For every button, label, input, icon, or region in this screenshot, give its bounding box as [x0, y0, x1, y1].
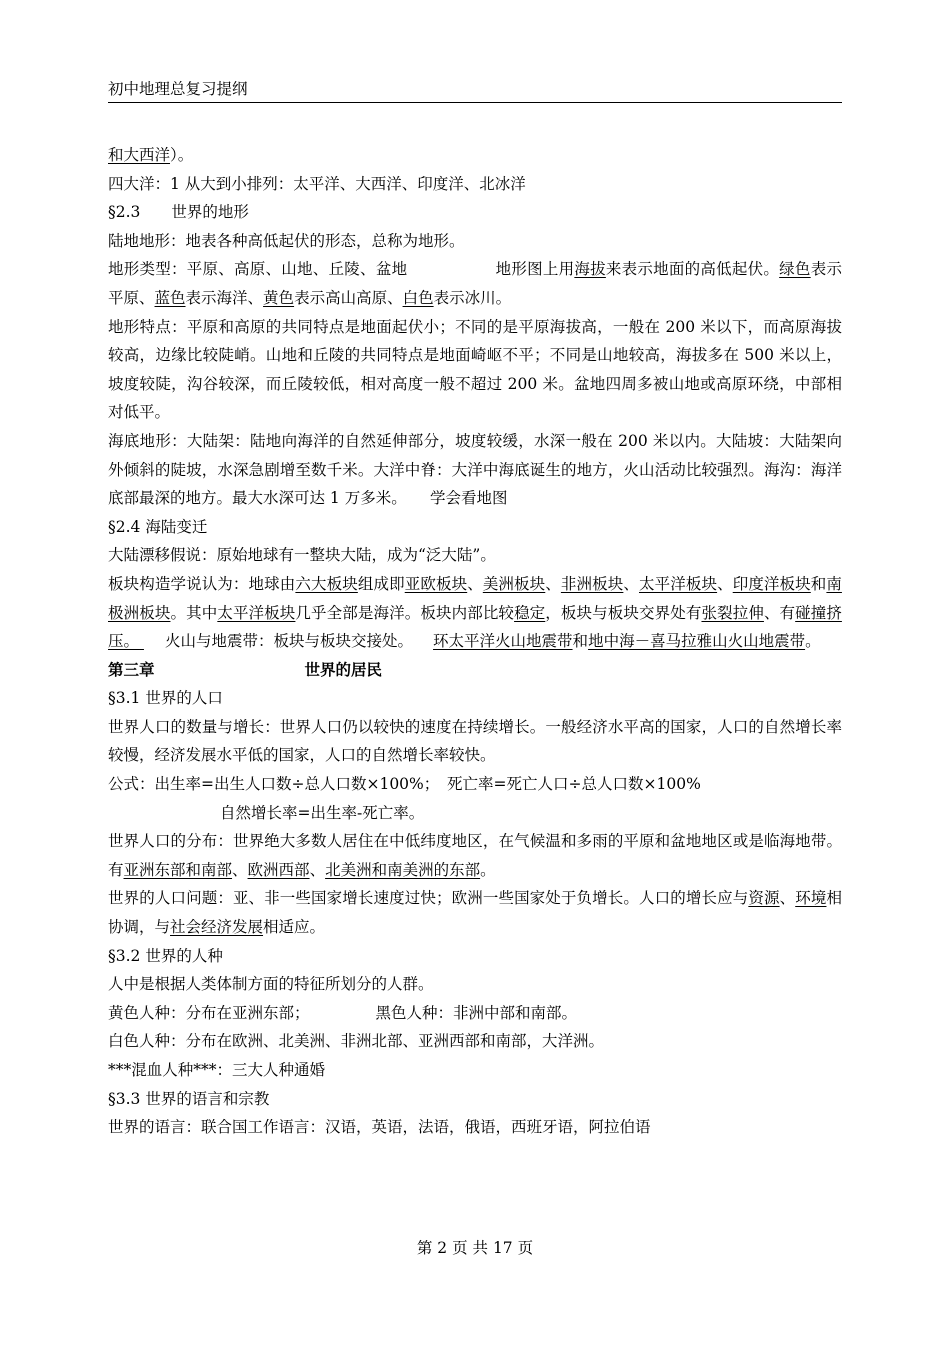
- underlined-text: 印度洋板块: [732, 574, 811, 593]
- underlined-text: 碰撞挤压。: [108, 603, 842, 651]
- paragraph-world-languages: 世界的语言：联合国工作语言：汉语，英语，法语，俄语，西班牙语，阿拉伯语: [108, 1118, 651, 1137]
- text: 表示平原、: [108, 260, 842, 307]
- text: 。: [805, 632, 821, 651]
- section-heading-3-3: §3.3 世界的语言和宗教: [108, 1089, 270, 1108]
- paragraph-natural-growth: 自然增长率=出生率-死亡率。: [220, 803, 425, 822]
- chapter-heading-3: [108, 656, 842, 685]
- text: 表示海洋、: [185, 288, 264, 307]
- underlined-text: 太平洋板块: [217, 603, 296, 622]
- underlined-text: 张裂拉伸: [701, 603, 764, 622]
- text: 黄色人种：分布在亚洲东部；: [108, 1003, 310, 1022]
- page-content: [108, 141, 842, 1142]
- chapter-number: 第三章: [108, 659, 155, 679]
- underlined-text: 环太平洋火山地震带: [433, 632, 573, 651]
- underlined-text: 亚欧板块: [404, 574, 468, 593]
- text: 组成即: [357, 574, 405, 593]
- page-footer: [0, 1237, 950, 1259]
- paragraph-oceans-end: [108, 141, 842, 170]
- text: ）。: [170, 146, 194, 164]
- paragraph-four-oceans: 四大洋：1 从大到小排列：太平洋、大西洋、印度洋、北冰洋: [108, 174, 526, 193]
- underlined-text: 黄色: [263, 288, 295, 307]
- text: 、: [467, 574, 483, 593]
- paragraph-population-distribution: [108, 827, 842, 884]
- paragraph-population-problems: [108, 884, 842, 941]
- text: 和: [810, 574, 827, 593]
- paragraph-yellow-black-race: [108, 999, 842, 1028]
- text: 世界人口的分布：世界绝大多数人居住在中低纬度地区，在气候温和多雨的平原和盆地地区或是临海地带。有: [108, 832, 842, 879]
- underlined-text: 亚洲东部和南部: [123, 860, 233, 879]
- text: 、: [623, 574, 639, 593]
- paragraph-seabed-terrain: 海底地形：大陆架：陆地向海洋的自然延伸部分，坡度较缓，水深一般在 200 米以内。大陆坡：大陆架向外倾斜的陡坡，水深急剧增至数千米。大洋中脊：大洋中海底诞生的地方，火山活动比较强烈。海沟：海洋底部最深的地方。最大水深可达 1 万多米。 学会看地图: [108, 431, 842, 508]
- underlined-text: 稳定: [514, 603, 546, 622]
- underlined-text: 地中海－喜马拉雅山火山地震带: [588, 632, 806, 651]
- text: 板块构造学说认为：地球由: [108, 574, 296, 593]
- underlined-text: 环境: [795, 889, 827, 908]
- text: 地形类型：平原、高原、山地、丘陵、盆地: [108, 260, 408, 279]
- text: 。其中: [170, 603, 218, 622]
- underlined-text: 资源: [748, 889, 780, 908]
- text: 、: [545, 574, 561, 593]
- text: 几乎全部是海洋。板块内部比较: [295, 603, 515, 622]
- underlined-text: 蓝色: [154, 288, 186, 307]
- paragraph-population-growth: 世界人口的数量与增长：世界人口仍以较快的速度在持续增长。一般经济水平高的国家，人口的自然增长率较慢，经济发展水平低的国家，人口的自然增长率较快。: [108, 717, 842, 765]
- text: 黑色人种：非洲中部和南部。: [375, 1003, 578, 1022]
- text: 表示冰川。: [433, 288, 512, 307]
- underlined-text: 北美洲和南美洲的东部: [325, 860, 481, 879]
- underlined-text: 南极洲板块: [108, 574, 842, 622]
- text: 、: [309, 860, 326, 879]
- text: 表示高山高原、: [294, 288, 403, 307]
- underlined-text: 美洲板块: [482, 574, 546, 593]
- paragraph-terrain-features: 地形特点：平原和高原的共同特点是地面起伏小；不同的是平原海拔高，一般在 200 米以下，而高原海拔较高，边缘比较陡峭。山地和丘陵的共同特点是地面崎岖不平；不同是山地较高，海拔多在 500 米以上，坡度较陡，沟谷较深，而丘陵较低，相对高度一般不超过 200 米。盆地四周多被山地或高原环绕，中部相对低平。: [108, 317, 842, 422]
- underlined-text: 太平洋板块: [639, 574, 718, 593]
- paragraph-plate-tectonics: [108, 570, 842, 656]
- underlined-text: 海拔: [574, 260, 606, 279]
- page-number: 第 2 页 共 17 页: [416, 1239, 534, 1257]
- paragraph-white-race: 白色人种：分布在欧洲、北美洲、非洲北部、亚洲西部和南部，大洋洲。: [108, 1032, 605, 1051]
- text: 和: [572, 632, 589, 651]
- text: 世界的人口问题：亚、非一些国家增长速度过快；欧洲一些国家处于负增长。人口的增长应与: [108, 889, 749, 908]
- chapter-title: 世界的居民: [304, 659, 383, 679]
- text: 、: [232, 860, 248, 879]
- text: 地形图上用: [495, 260, 575, 279]
- text: 、有: [763, 603, 796, 622]
- underlined-text: 白色: [402, 288, 434, 307]
- paragraph-terrain-types: [108, 255, 842, 312]
- paragraph-land-terrain: 陆地地形：地表各种高低起伏的形态，总称为地形。: [108, 231, 465, 250]
- text: 相适应。: [263, 918, 326, 937]
- paragraph-mixed-race: ***混血人种***：三大人种通婚: [108, 1061, 326, 1079]
- section-heading-2-3: §2.3 世界的地形: [108, 203, 249, 222]
- underlined-text: 和大西洋: [108, 146, 171, 164]
- text: 。: [480, 860, 496, 879]
- text: 、: [779, 889, 796, 908]
- underlined-text: 非洲板块: [560, 574, 624, 593]
- section-heading-3-1: §3.1 世界的人口: [108, 689, 223, 708]
- text: 相协调，与: [108, 889, 842, 937]
- underlined-text: 六大板块: [295, 574, 358, 593]
- spacer: [139, 627, 165, 656]
- underlined-text: 社会经济发展: [170, 918, 264, 937]
- text: 来表示地面的高低起伏。: [605, 260, 780, 279]
- text: ，板块与板块交界处有: [545, 603, 702, 622]
- header-title: 初中地理总复习提纲: [108, 80, 248, 98]
- underlined-text: 欧洲西部: [247, 860, 310, 879]
- section-heading-3-2: §3.2 世界的人种: [108, 946, 223, 965]
- page-header: [108, 78, 842, 103]
- paragraph-continental-drift: 大陆漂移假说：原始地球有一整块大陆，成为“泛大陆”。: [108, 546, 496, 565]
- text: 、: [717, 574, 733, 593]
- section-heading-2-4: §2.4 海陆变迁: [108, 517, 208, 536]
- underlined-text: 绿色: [779, 260, 811, 279]
- paragraph-formula: 公式：出生率=出生人口数÷总人口数×100%； 死亡率=死亡人口÷总人口数×100%: [108, 775, 701, 794]
- paragraph-race-definition: 人中是根据人类体制方面的特征所划分的人群。: [108, 975, 434, 994]
- text: 火山与地震带：板块与板块交接处。: [165, 632, 414, 651]
